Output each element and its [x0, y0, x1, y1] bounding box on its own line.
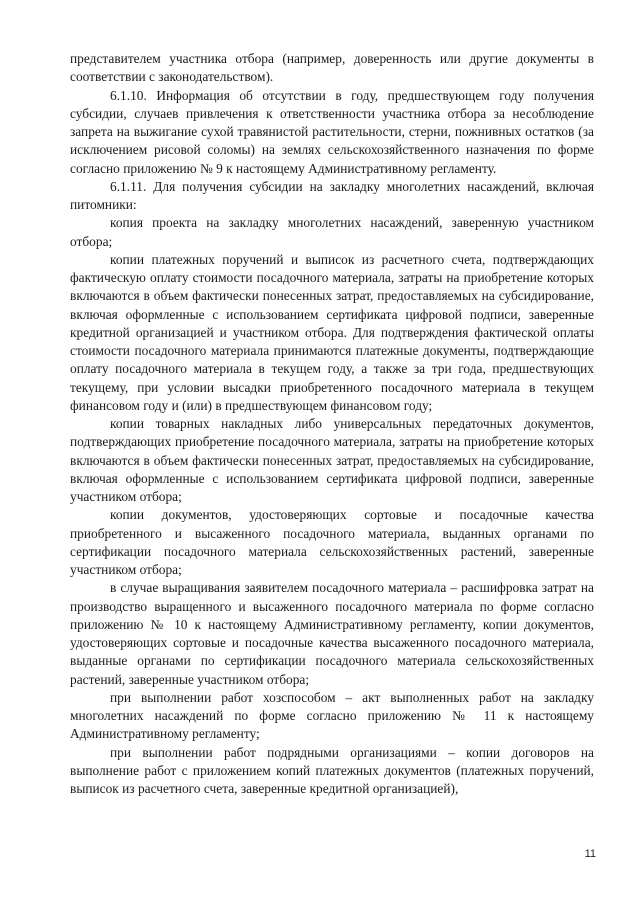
list-item-contractor-works: при выполнении работ подрядными организациями – копии договоров на выполнение работ с приложением копий платежных документов (платежных поручений, выписок из расчетного счета, заверенные кредитной организацией), — [70, 744, 594, 796]
list-item-payment-orders: копии платежных поручений и выписок из расчетного счета, подтверждающих фактическую оплату стоимости посадочного материала, затраты на приобретение которых включаются в объем фактически понесенных затрат, предоставляемых на субсидирование, включая оформленные с использованием сертификата цифровой подписи, заверенные кредитной организацией и участником отбора. Для подтверждения фактической оплаты стоимости посадочного материала принимаются платежные документы, подтверждающие оплату посадочного материала в текущем году, а также за три года, предшествующих текущему, при условии высадки приобретенного посадочного материала в текущем финансовом году и (или) в предшествующем финансовом году; — [70, 251, 594, 413]
paragraph-6-1-11: 6.1.11. Для получения субсидии на закладку многолетних насаждений, включая питомники: — [70, 178, 594, 212]
list-item-project-copy: копия проекта на закладку многолетних насаждений, заверенную участником отбора; — [70, 215, 594, 249]
list-item-own-cultivation: в случае выращивания заявителем посадочного материала – расшифровка затрат на производство выращенного и высаженного посадочного материала по форме согласно приложению № 10 к настоящему Административному регламенту, копии документов, удостоверяющих сортовые и посадочные качества высаженного посадочного материала, выданные органами по сертификации посадочного материала сельскохозяйственных растений, заверенные участником отбора; — [70, 580, 594, 687]
paragraph-continuation: представителем участника отбора (например, доверенность или другие документы в соответствии с законодательством). — [70, 51, 594, 85]
document-body — [70, 50, 594, 798]
list-item-in-house-works: при выполнении работ хозспособом – акт выполненных работ на закладку многолетних насаждений по форме согласно приложению № 11 к настоящему Административному регламенту; — [70, 689, 594, 742]
list-item-invoices: копии товарных накладных либо универсальных передаточных документов, подтверждающих приобретение посадочного материала, затраты на приобретение которых включаются в объем фактически понесенных затрат, предоставляемых на субсидирование, включая оформленные с использованием сертификата цифровой подписи, заверенные участником отбора; — [70, 416, 594, 504]
paragraph-6-1-10: 6.1.10. Информация об отсутствии в году, предшествующем году получения субсидии, случаев привлечения к ответственности участника отбора за несоблюдение запрета на выжигание сухой травянистой растительности, стерни, пожнивных остатков (за исключением рисовой соломы) на землях сельскохозяйственного назначения по форме согласно приложению № 9 к настоящему Административному регламенту. — [70, 87, 594, 176]
page-number: 11 — [584, 848, 596, 860]
list-item-quality-certificates: копии документов, удостоверяющих сортовые и посадочные качества приобретенного и высаженного посадочного материала, выданных органами по сертификации посадочного материала сельскохозяйственных растений, заверенные участником отбора; — [70, 507, 594, 577]
